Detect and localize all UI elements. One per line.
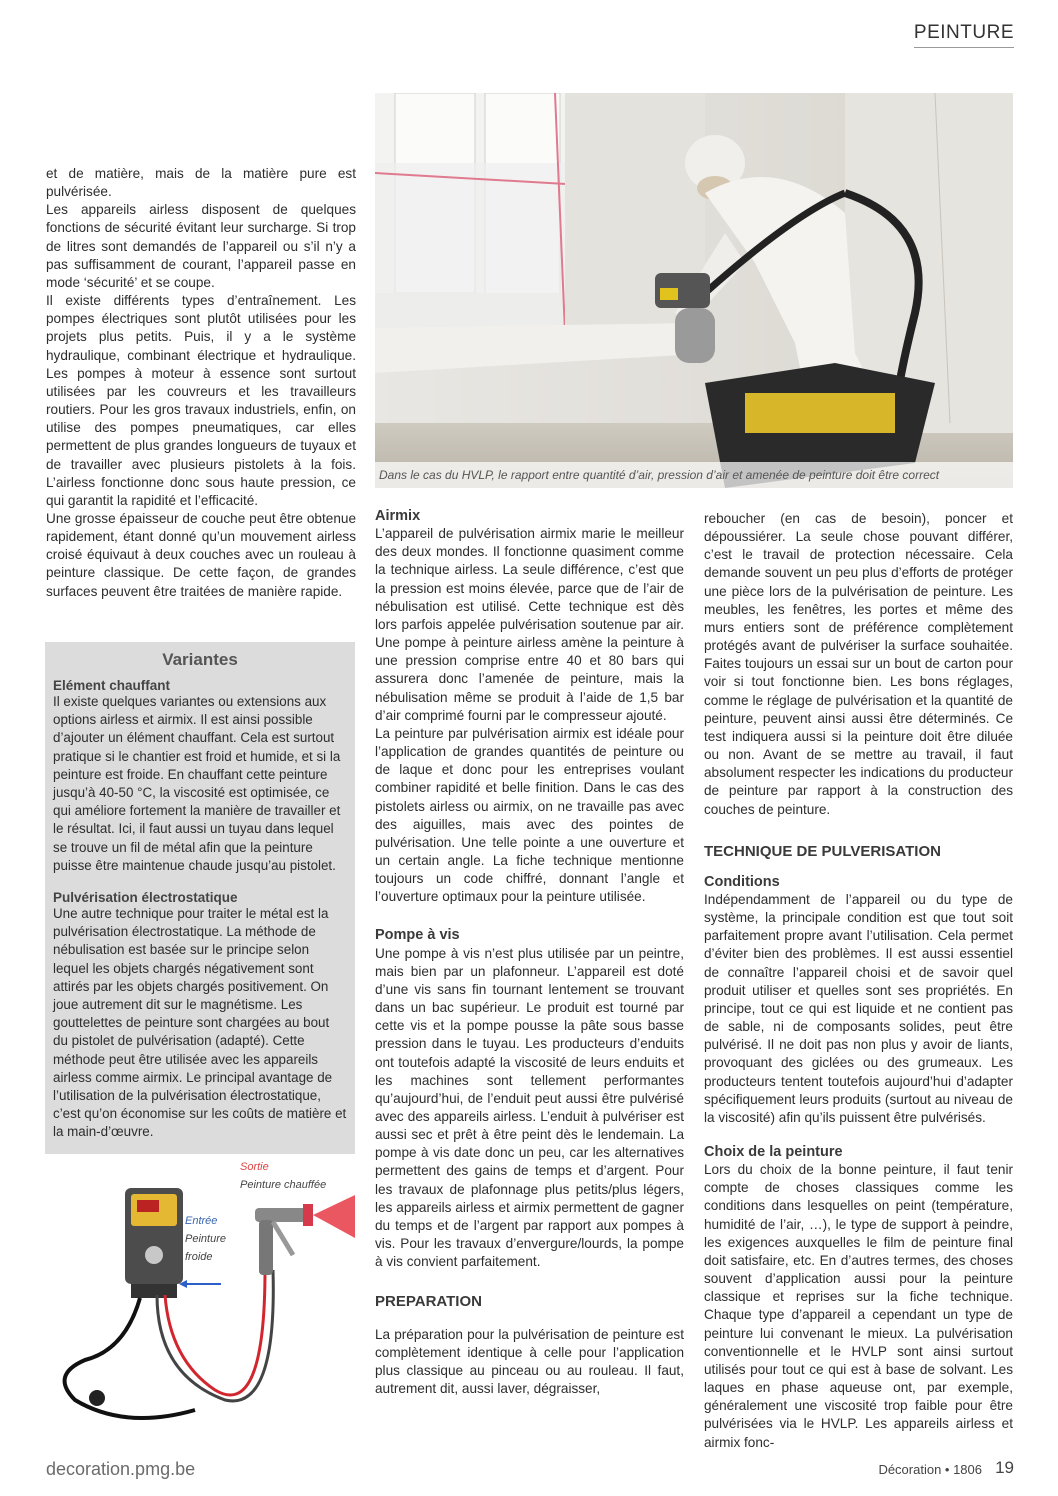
airmix-paragraph-2: La peinture par pulvérisation airmix est idéale pour l’application de grandes quantités de peinture ou de laque et donc pour les entreprises voulant combiner rapidité et belle finition. Dans le cas des pistolets airless ou airmix, on ne travaille pas avec des aiguilles, mais avec des pointes de pulvérisation. Une telle pointe a une ouverture et un certain angle. La fiche technique mentionne toujours un code chiffré, donnant l’angle et l’ouverture optimaux pour la peinture utilisée. <box>375 725 684 905</box>
conditions-paragraph: Indépendamment de l’appareil ou du type de système, la principale condition est que tout soit parfaitement propre avant l’utilisation. Cela permet d’éviter bien des problèmes. Il est aussi essentiel de connaître l’appareil choisi et de savoir quel produit utiliser et quelles sont ses propriétés. En principe, tout ce qui est liquide et ne contient pas de sable, ni de composants solides, peut être pulvérisé. Il ne doit pas non plus y avoir de liants, provoquant des giclées ou des grumeaux. Les producteurs tentent toutefois aujourd’hui d’adapter spécifiquement leurs produits (surtout au niveau de la viscosité) afin qu’ils puissent être pulvérisés. <box>704 891 1013 1125</box>
photo-caption: Dans le cas du HVLP, le rapport entre quantité d’air, pression d’air et amenée de peinture doit être correct <box>375 462 1013 488</box>
label-froide: froide <box>185 1251 213 1263</box>
left-paragraph-2: Les appareils airless disposent de quelques fonctions de sécurité évitant leur surcharge. Si trop de litres sont demandés de l’appareil ou s’il n’y a pas suffisamment de courant, l’appareil passe en mode ‘sécurité’ et se coupe. <box>46 202 356 290</box>
label-entree: Entrée <box>185 1215 218 1227</box>
page-number: 19 <box>995 1458 1014 1477</box>
footer-issue: Décoration • 1806 <box>878 1462 982 1477</box>
heading-preparation: PREPARATION <box>375 1293 482 1311</box>
right-column <box>704 510 1013 1452</box>
section-label: PEINTURE <box>914 22 1014 48</box>
sidebar-heading-heating: Elément chauffant <box>53 678 171 693</box>
heading-airmix: Airmix <box>375 508 421 524</box>
painter-spraying-photo <box>375 93 1013 488</box>
sidebar-heading-electrostatic: Pulvérisation électrostatique <box>53 890 238 906</box>
choix-paragraph: Lors du choix de la bonne peinture, il faut tenir compte de choses classiques comme les conditions dans lesquelles on peint (température, humidité de l’air, …), le type de support à peindre, les exigences auxquelles le film de peinture final doit satisfaire, etc. En d’autres termes, des choses souvent d’application aussi pour la peinture classique et reprises sur la fiche technique. Chaque type d’appareil a cependant un type de peinture lui convenant le mieux. La pulvérisation conventionnelle et le HVLP sont ainsi surtout utilisés pour tout ce qui est à base de solvant. Les laques en phase aqueuse ont, par exemple, généralement une viscosité trop faible pour être pulvérisées via le HVLP. Les appareils airless et airmix fonc- <box>704 1162 1013 1450</box>
heading-choix-peinture: Choix de la peinture <box>704 1144 843 1160</box>
label-peinture-chauffee: Peinture chauffée <box>240 1179 327 1191</box>
left-column <box>46 165 356 601</box>
heading-pompe-a-vis: Pompe à vis <box>375 927 460 944</box>
left-paragraph-3: Il existe différents types d’entraînement. Les pompes électriques sont plutôt utilisées pour les projets plus petits. Puis, il y a le système hydraulique, combinant électrique et hydraulique. Les pompes à moteur à essence sont surtout utilisées par les couvreurs et les travailleurs routiers. Pour les gros travaux industriels, enfin, on utilise des pompes pneumatiques, car elles permettent de plus grandes longueurs de tuyaux et de travailler avec plusieurs pistolets à la fois. L’airless fonctionne donc sous haute pression, ce qui garantit la rapidité et l’efficacité. <box>46 293 356 508</box>
label-peinture: Peinture <box>185 1233 226 1245</box>
sidebar-text-heating: Il existe quelques variantes ou extensions aux options airless et airmix. Il est ainsi possible d’ajouter un élément chauffant. Cela est surtout pratique si le chantier est froid et humide, et si la peinture est froide. En chauffant cette peinture jusqu’à 40-50 °C, la viscosité est optimisée, ce qui améliore fortement la manière de travailler et le résultat. Ici, il faut aussi un tuyau dans lequel se trouve un fil de métal afin que la peinture puisse être maintenue chaude jusqu’au pistolet. <box>53 694 341 873</box>
variantes-sidebar <box>45 642 355 1154</box>
preparation-continued: reboucher (en cas de besoin), poncer et dépoussiérer. La seule chose pouvant différer, c’est le travail de protection nécessaire. Cela demande souvent un peu plus d’efforts de protéger une pièce lors de la pulvérisation de peinture. Les meubles, les fenêtres, les portes et même des murs entiers sont de préférence complètement protégés avant de pulvériser la surface souhaitée. Faites toujours un essai sur un bout de carton pour voir si tout fonctionne bien. Les bons réglages, comme le réglage de pulvérisation et la quantité de peinture, peuvent ainsi aussi être déterminés. Ce test indiquera aussi si la peinture doit être diluée ou non. Avant de se mettre au travail, il faut absolument respecter les indications du producteur de peinture par rapport à la construction des couches de peinture. <box>704 511 1013 817</box>
heading-technique: TECHNIQUE DE PULVERISATION <box>704 842 941 860</box>
label-sortie: Sortie <box>240 1161 269 1173</box>
left-paragraph-4: Une grosse épaisseur de couche peut être obtenue rapidement, étant donné qu’un mouvement airless croisé équivaut à deux couches avec un rouleau à peinture classique. De cette façon, de grandes surfaces peuvent être traitées de manière rapide. <box>46 510 356 599</box>
sidebar-text-electrostatic: Une autre technique pour traiter le métal est la pulvérisation électrostatique. La méthode de nébulisation est basée sur le principe selon lequel les objets chargés négativement sont attirés par les objets chargés positivement. On joue autrement dit sur le magnétisme. Les gouttelettes de peinture sont chargées au bout du pistolet de pulvérisation (adapté). Cette méthode peut être utilisée avec les appareils airless comme airmix. Le principal avantage de l’utilisation de la pulvérisation électrostatique, c’est qu’on économise sur les coûts de matière et la main-d’œuvre. <box>53 906 347 1140</box>
heading-conditions: Conditions <box>704 873 780 890</box>
sidebar-title: Variantes <box>162 650 238 669</box>
middle-column <box>375 507 684 1398</box>
left-paragraph-1: et de matière, mais de la matière pure est pulvérisée. <box>46 166 356 200</box>
preparation-paragraph: La préparation pour la pulvérisation de peinture est complètement identique à celle pour l’application plus classique au pinceau ou au rouleau. Il faut, autrement dit, aussi laver, dégraisser, <box>375 1326 684 1397</box>
airmix-paragraph-1: L’appareil de pulvérisation airmix marie le meilleur des deux mondes. Il fonctionne quasiment comme la technique airless. La seule différence, c’est que la pression est moins élevée, parce que de l’air de nébulisation est utilisé. Cette technique est dès lors parfois appelée pulvérisation soutenue par air. Une pompe à peinture airless amène la peinture à une pression comprise entre 40 et 80 bars qui assurera donc l’amenée de peinture, mais la nébulisation même se produit à l’aide de 1,5 bar d’air comprimé fourni par le compresseur ajouté. <box>375 526 684 723</box>
heated-spray-diagram <box>45 1160 355 1460</box>
pompe-paragraph: Une pompe à vis n’est plus utilisée par un peintre, mais bien par un plafonneur. L’appareil est doté d’une vis sans fin tournant lentement se trouvant dans un bac supérieur. Le produit est tourné par cette vis et la pompe pousse la pâte sous basse pression dans le tuyau. Les producteurs d’enduits ont toutefois adapté la viscosité de leurs enduits et les machines sont tellement performantes qu’aujourd’hui, de l’enduit peut aussi être pulvérisé avec des appareils airless. L’enduit à pulvériser est aussi sec et prêt à être peint dès le lendemain. La pompe à vis date donc un peu, car les alternatives permettent des gains de temps et d’argent. Pour les travaux de plafonnage plus petits/plus légers, les appareils airless et airmix permettent de gagner du temps et de l’argent par rapport aux pompes à vis. Pour les travaux d’envergure/lourds, la pompe à vis convient parfaitement. <box>375 945 684 1270</box>
footer-url[interactable]: decoration.pmg.be <box>46 1459 196 1479</box>
